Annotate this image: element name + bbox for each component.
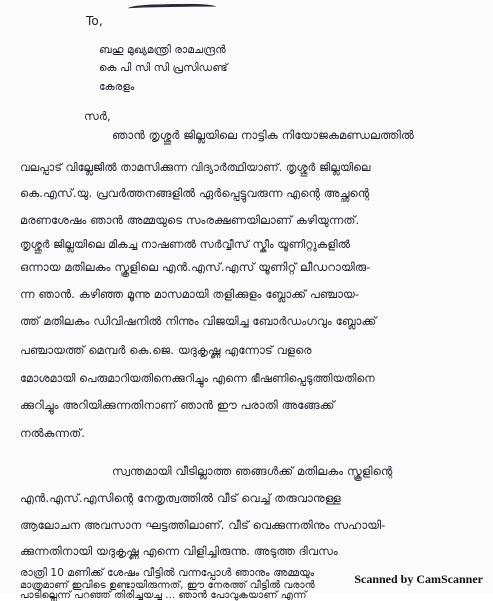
scanner-watermark: Scanned by CamScanner	[354, 572, 483, 586]
body-line: ത്ത് മതിലകം ഡിവിഷനിൽ നിന്നും വിജയിച്ച ബോർഡംഗവും ബ്ലോക്ക്	[20, 314, 377, 328]
body-line: ഒന്നായ മതിലകം സ്കൂളിലെ എൻ.എസ്.എസ് യൂണിറ്റ് ലീഡറായിരു-	[20, 260, 371, 274]
body-line: പഞ്ചായത്ത് മെമ്പർ കെ.ജെ. യദുകൃഷ്ണ എന്നോട് വളരെ	[20, 343, 312, 357]
body-line: കെ.എസ്.യു. പ്രവർത്തനങ്ങളിൽ ഏർപ്പെട്ടുവരുന്ന എന്റെ അച്ഛന്റെ	[20, 186, 370, 200]
body-line: രാത്രി 10 മണിക്ക് ശേഷം വീട്ടിൽ വന്നപ്പോൾ ഞാനും അമ്മയും	[20, 567, 315, 579]
body-line: വലപ്പാട് വില്ലേജിൽ താമസിക്കുന്ന വിദ്യാർത്ഥിയാണ്. തൃശ്ശൂർ ജില്ലയിലെ	[20, 161, 371, 174]
body-line: നൽകുന്നത്.	[20, 426, 86, 440]
body-line: ന്ന ഞാൻ. കഴിഞ്ഞ മൂന്നു മാസമായി തളിക്കുളം ബ്ലോക്ക് പഞ്ചായ-	[20, 287, 360, 301]
body-line: ആലോചന അവസാന ഘട്ടത്തിലാണ്. വീട് വെക്കുന്നതിനും സഹായി-	[20, 518, 386, 532]
body-line: ക്കുന്നതിനായി യദുകൃഷ്ണ എന്നെ വിളിച്ചിരുന്നു. അടുത്ത ദിവസം	[20, 544, 338, 558]
body-line: എൻ.എസ്.എസിന്റെ നേതൃത്വത്തിൽ വീട് വെച്ച് തരുവാനുള്ള	[20, 491, 341, 505]
salutation: സർ,	[84, 109, 111, 123]
body-line: ക്കുറിച്ചും അറിയിക്കുന്നതിനാണ് ഞാൻ ഈ പരാതി അങ്ങേക്ക്	[20, 398, 335, 412]
body-line: മോശമായി പെരുമാറിയതിനെക്കുറിച്ചും എന്നെ ഭീഷണിപ്പെടുത്തിയതിനെ	[20, 372, 375, 385]
body-line: പാടില്ലെന്ന് പറഞ്ഞ് തിരിച്ചയച്ച ... ഞാൻ പോവുകയാണ് എന്ന്	[20, 590, 307, 601]
address-line-2: കെ പി സി സി പ്രസിഡണ്ട്	[99, 62, 228, 74]
body-line: ഞാൻ തൃശ്ശൂർ ജില്ലയിലെ നാട്ടിക നിയോജകമണ്ഡലത്തിൽ	[112, 128, 414, 142]
to-label: To,	[86, 14, 103, 28]
body-line: മാത്രമാണ് ഇവിടെ ഉണ്ടായിരുന്നത്, ഈ നേരത്ത് വീട്ടിൽ വരാൻ	[20, 580, 315, 591]
body-line: തൃശ്ശൂർ ജില്ലയിലെ മികച്ച നാഷണൽ സർവ്വീസ് സ്കീം യൂണിറ്റുകളിൽ	[20, 238, 351, 251]
address-line-3: കേരളം	[99, 81, 135, 93]
address-line-1: ബഹു മുഖ്യമന്ത്രി രാമചന്ദ്രൻ	[99, 44, 226, 56]
scribble-mark	[128, 3, 216, 14]
body-line: മരണശേഷം ഞാൻ അമ്മയുടെ സംരക്ഷണയിലാണ് കഴിയുന്നത്.	[20, 213, 360, 227]
body-line: സ്വന്തമായി വീടില്ലാത്ത ഞങ്ങൾക്ക് മതിലകം സ്കൂളിന്റെ	[112, 464, 393, 478]
